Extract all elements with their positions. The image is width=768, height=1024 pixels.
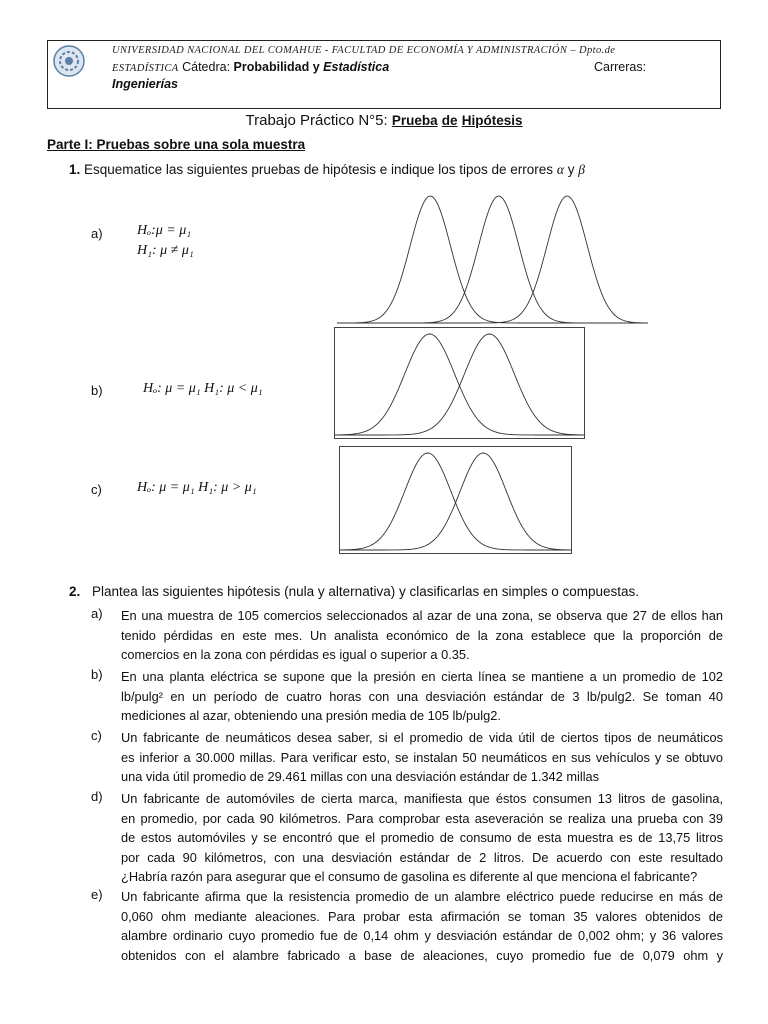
q2-item-line: tenido pérdidas en este mes. Un analista económico de la zona establece que la proporción de [121, 627, 723, 643]
catedra-label: Cátedra: [182, 60, 231, 74]
chart-a [337, 190, 648, 326]
q2-item-line: En una muestra de 105 comercios seleccionados al azar de una zona, se observa que 27 de ellos han [121, 608, 723, 623]
q2-item-line: de estos automóviles y se encontró que el promedio de consumo de esta muestra es de 13,75 litros [121, 830, 723, 846]
page-title [0, 112, 768, 129]
case-b-hyp: Hₒ: μ = μ₁ H₁: μ < μ₁ [143, 381, 263, 396]
case-a-label: a) [91, 226, 103, 241]
university-line: UNIVERSIDAD NACIONAL DEL COMAHUE - FACULTAD DE ECONOMÍA Y ADMINISTRACIÓN – Dpto.de [112, 45, 616, 56]
q2-item-line: comercios en la zona con pérdidas es igual o superior a 0.35. [121, 647, 470, 663]
normal-curve-3 [337, 196, 648, 323]
q2-item-line: En una planta eléctrica se supone que la presión en cierta línea se mantiene a un promedio de 102 [121, 669, 723, 684]
case-c-label: c) [91, 482, 102, 497]
department-name: ESTADÍSTICA [112, 63, 179, 74]
catedra-value-2: Estadística [323, 60, 390, 74]
q2-item-line: Un fabricante afirma que la resistencia promedio de un alambre eléctrico puede reducirse en más de [121, 889, 723, 904]
chart-b-svg [335, 328, 584, 438]
normal-curve-2 [335, 334, 584, 435]
catedra-value-1: Probabilidad y [233, 60, 320, 74]
case-a-h1: H₁: μ ≠ μ₁ [137, 243, 194, 258]
normal-curve-2 [337, 196, 648, 323]
q2-item-line: obtenidos con el alambre fabricado a base de aleaciones, cuyo promedio fue de 0,079 ohm y [121, 947, 723, 963]
question-1 [69, 162, 585, 178]
case-b-label: b) [91, 383, 103, 398]
q2-item-label: e) [91, 887, 103, 902]
q2-item-label: c) [91, 728, 102, 743]
chart-a-svg [337, 190, 648, 326]
title-word-3: Hipótesis [461, 113, 523, 128]
q1-y: y [567, 162, 575, 177]
q2-item-label: a) [91, 606, 103, 621]
q2-item-line: Un fabricante de neumáticos desea saber, si el promedio de vida útil de ciertos tipos de neumáticos [121, 730, 723, 745]
q2-item-label: d) [91, 789, 103, 804]
q2-item-line: ¿Habría razón para asegurar que el consumo de gasolina es diferente al que menciona el fabricante? [121, 869, 698, 885]
title-prefix: Trabajo Práctico N°5: [245, 112, 388, 129]
q2-item-line: en promedio, por cada 90 kilómetros. Para comprobar esta aseveración se realiza una prueba con 39 [121, 810, 723, 826]
q2-text: Plantea las siguientes hipótesis (nula y alternativa) y clasificarlas en simples o compuestas. [92, 584, 640, 599]
normal-curve-1 [337, 196, 648, 323]
q2-item-line: una vida útil promedio de 29.461 millas con una desviación estándar de 1.342 millas [121, 769, 600, 785]
q2-number: 2. [69, 584, 81, 599]
carreras-label: Carreras: [594, 60, 647, 74]
chart-c [339, 446, 572, 554]
case-a-h0: Hₒ:μ = μ₁ [137, 223, 192, 238]
q2-item-line: Un fabricante de automóviles de cierta marca, manifiesta que éstos consumen 13 litros de gasolina, [121, 791, 723, 806]
q1-number: 1. [69, 162, 81, 177]
catedra-line [112, 60, 652, 74]
title-word-2: de [441, 113, 458, 128]
q2-item-line: es inferior a 30.000 millas. Para verificar esto, se instalan 50 neumáticos en sus vehículos y se obtuvo [121, 749, 723, 765]
chart-b [334, 327, 585, 439]
q1-text: Esquematice las siguientes pruebas de hipótesis e indique los tipos de errores [84, 162, 554, 177]
normal-curve-2 [340, 453, 571, 550]
q2-item-line: 0,060 ohm mediante aleaciones. Para probar esta afirmación se toman 35 valores obtenidos de [121, 908, 723, 924]
q2-item-line: mediciones al azar, obteniendo una presión media de 105 lb/pulg2. [121, 708, 501, 724]
q1-beta: β [578, 162, 585, 177]
title-word-1: Prueba [391, 113, 438, 128]
carreras-value: Ingenierías [112, 77, 178, 91]
university-logo-icon [52, 44, 86, 78]
q2-item-line: por cada 90 kilómetros, con una desviación estándar de 2 litros. De acuerdo con este resultado [121, 849, 723, 865]
normal-curve-1 [335, 334, 584, 435]
question-2 [69, 584, 639, 599]
part-title: Parte I: Pruebas sobre una sola muestra [47, 137, 306, 152]
q2-item-line: alambre ordinario cuyo promedio fue de 0,14 ohm y desviación estándar de 0,002 ohm; y 36 valores [121, 928, 723, 944]
q1-alpha: α [556, 162, 564, 177]
case-c-hyp: Hₒ: μ = μ₁ H₁: μ > μ₁ [137, 480, 257, 495]
chart-c-svg [340, 447, 571, 553]
q2-item-line: lb/pulg² en un período de cuatro horas con una desviación estándar de 3 lb/pulg2. Se toman 40 [121, 688, 723, 704]
q2-item-label: b) [91, 667, 103, 682]
normal-curve-1 [340, 453, 571, 550]
